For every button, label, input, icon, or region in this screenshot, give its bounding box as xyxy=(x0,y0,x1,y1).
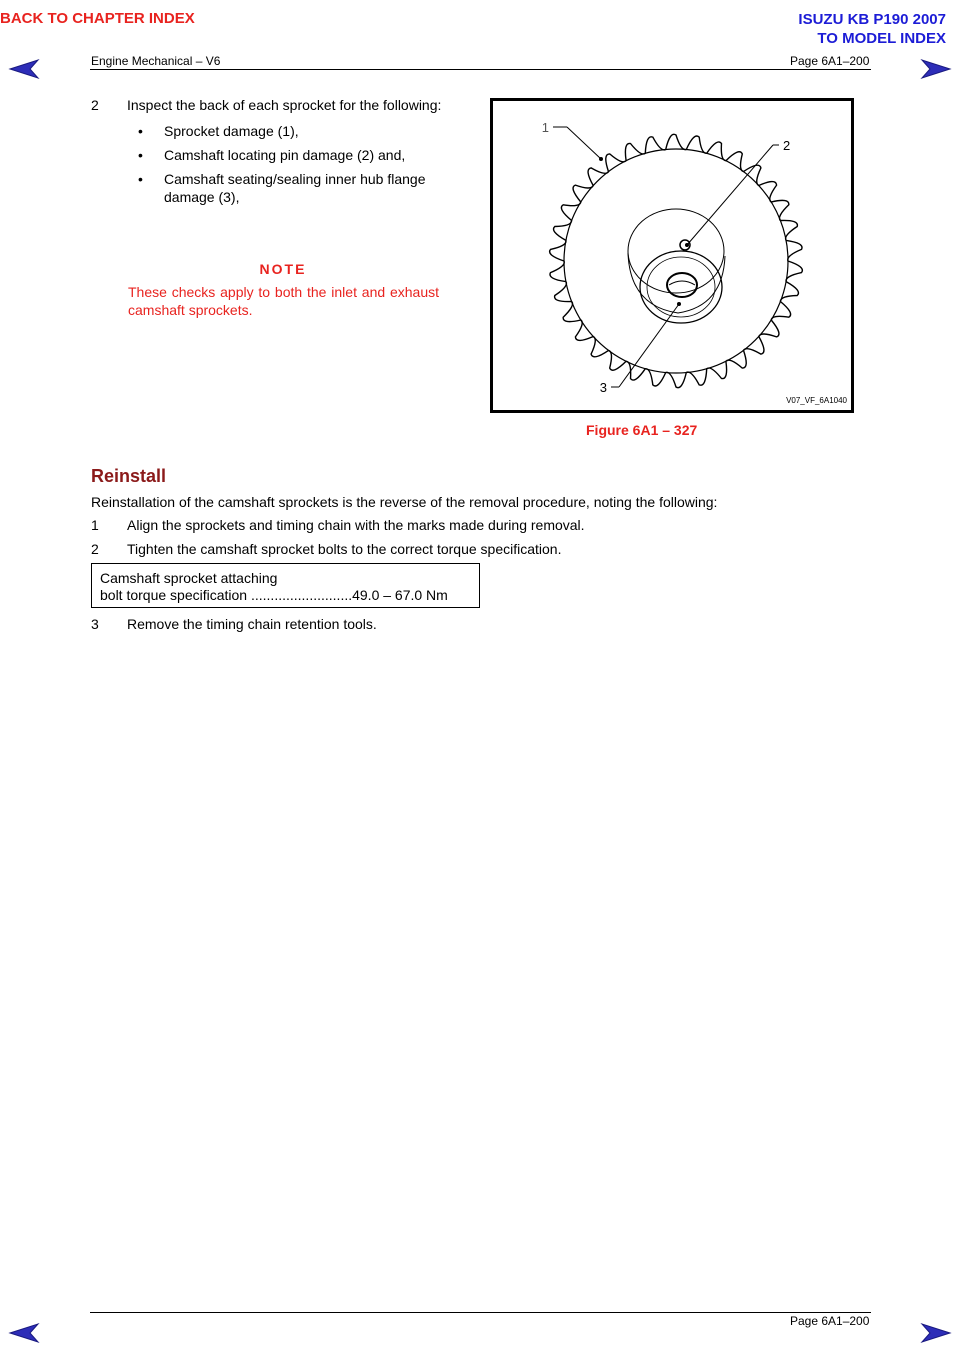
bullet-text: Camshaft locating pin damage (2) and, xyxy=(164,147,406,163)
bullet-item: • xyxy=(138,171,143,187)
reinstall-step xyxy=(91,516,585,534)
note-text: These checks apply to both the inlet and exhaust camshaft sprockets. xyxy=(128,284,439,318)
step-number: 2 xyxy=(91,97,99,113)
step-text: Inspect the back of each sprocket for the following: xyxy=(127,97,442,113)
model-title[interactable]: ISUZU KB P190 2007 xyxy=(798,11,946,28)
sprocket-teeth xyxy=(550,134,803,387)
step-number: 1 xyxy=(91,517,99,533)
figure-code: V07_VF_6A1040 xyxy=(786,396,847,405)
spec-label: bolt torque specification .......................... xyxy=(100,587,353,603)
step-2 xyxy=(91,96,471,114)
reinstall-intro: Reinstallation of the camshaft sprockets is the reverse of the removal procedure, noting the following: xyxy=(91,494,718,510)
step-text: Tighten the camshaft sprocket bolts to the correct torque specification. xyxy=(127,541,562,557)
spec-line-2 xyxy=(100,587,471,604)
reinstall-step xyxy=(91,615,377,633)
footer-rule xyxy=(90,1312,871,1313)
callout-1: 1 xyxy=(541,120,549,135)
footer-page: Page 6A1–200 xyxy=(790,1314,870,1328)
prev-page-arrow-icon[interactable] xyxy=(8,58,40,80)
reinstall-heading: Reinstall xyxy=(91,466,167,486)
callout-2: 2 xyxy=(783,138,791,153)
sprocket-figure xyxy=(490,98,854,413)
bullet-text: Camshaft seating/sealing inner hub flange damage (3), xyxy=(164,171,426,205)
sprocket-illustration xyxy=(493,101,851,410)
next-page-arrow-icon[interactable] xyxy=(920,1322,952,1344)
next-page-arrow-icon[interactable] xyxy=(920,58,952,80)
header-rule xyxy=(90,69,871,70)
spec-line-1: Camshaft sprocket attaching xyxy=(100,570,278,586)
note-title: NOTE xyxy=(259,261,307,277)
step-number: 3 xyxy=(91,616,99,632)
bullet-text: Sprocket damage (1), xyxy=(164,123,299,139)
bullet-item: • xyxy=(138,123,143,139)
header-page: Page 6A1–200 xyxy=(790,54,870,68)
bullet-item: • xyxy=(138,147,143,163)
reinstall-step xyxy=(91,540,561,558)
back-to-chapter-index-link[interactable]: BACK TO CHAPTER INDEX xyxy=(0,10,195,27)
prev-page-arrow-icon[interactable] xyxy=(8,1322,40,1344)
callout-3: 3 xyxy=(599,380,607,395)
step-text: Align the sprockets and timing chain with the marks made during removal. xyxy=(127,517,585,533)
torque-spec-box xyxy=(91,563,480,608)
model-index-link[interactable] xyxy=(798,10,946,48)
spec-value: 49.0 – 67.0 Nm xyxy=(352,587,448,603)
header-section: Engine Mechanical – V6 xyxy=(91,54,221,68)
figure-caption: Figure 6A1 – 327 xyxy=(586,422,698,438)
step-text: Remove the timing chain retention tools. xyxy=(127,616,377,632)
to-model-index[interactable]: TO MODEL INDEX xyxy=(817,30,946,47)
step-number: 2 xyxy=(91,541,99,557)
